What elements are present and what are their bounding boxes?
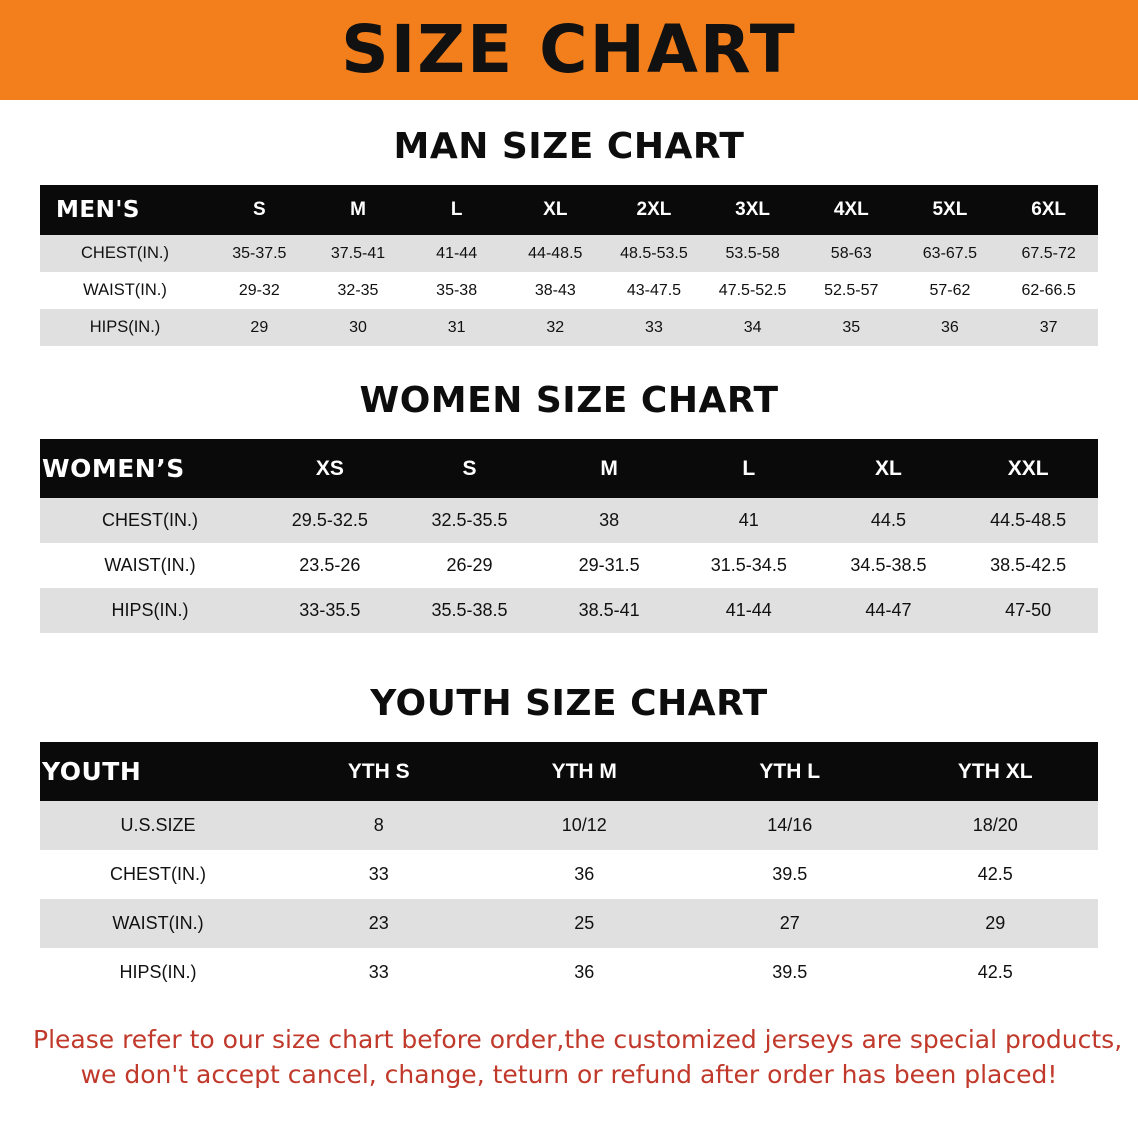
- youth-cell-0-1: 10/12: [482, 801, 688, 850]
- man-cell-0-2: 41-44: [407, 235, 506, 272]
- man-row-2-label: HIPS(IN.): [40, 309, 210, 346]
- man-cell-0-4: 48.5-53.5: [605, 235, 704, 272]
- man-header-label: MEN'S: [40, 185, 210, 235]
- man-cell-2-0: 29: [210, 309, 309, 346]
- women-cell-2-4: 44-47: [819, 588, 959, 633]
- women-header-label: WOMEN’S: [40, 439, 260, 498]
- man-cell-0-6: 58-63: [802, 235, 901, 272]
- man-cell-2-4: 33: [605, 309, 704, 346]
- man-cell-1-5: 47.5-52.5: [703, 272, 802, 309]
- man-cell-1-2: 35-38: [407, 272, 506, 309]
- youth-cell-0-0: 8: [276, 801, 482, 850]
- youth-table-head: [40, 742, 1098, 801]
- youth-cell-2-2: 27: [687, 899, 893, 948]
- man-cell-2-8: 37: [999, 309, 1098, 346]
- man-col-2: L: [407, 185, 506, 235]
- women-table-wrapper: [40, 439, 1098, 633]
- man-cell-1-1: 32-35: [309, 272, 408, 309]
- women-col-3: L: [679, 439, 819, 498]
- women-cell-0-3: 41: [679, 498, 819, 543]
- man-cell-2-3: 32: [506, 309, 605, 346]
- man-col-8: 6XL: [999, 185, 1098, 235]
- women-cell-2-1: 35.5-38.5: [400, 588, 540, 633]
- table-row: [40, 543, 1098, 588]
- table-row: [40, 235, 1098, 272]
- women-cell-1-4: 34.5-38.5: [819, 543, 959, 588]
- table-row: [40, 948, 1098, 997]
- women-section-title: WOMEN SIZE CHART: [359, 380, 779, 421]
- youth-cell-1-2: 39.5: [687, 850, 893, 899]
- man-section-title: MAN SIZE CHART: [393, 126, 745, 167]
- man-cell-1-7: 57-62: [901, 272, 1000, 309]
- women-cell-2-0: 33-35.5: [260, 588, 400, 633]
- man-row-0-label: CHEST(IN.): [40, 235, 210, 272]
- man-cell-1-8: 62-66.5: [999, 272, 1098, 309]
- women-cell-0-2: 38: [539, 498, 679, 543]
- table-row: [40, 498, 1098, 543]
- youth-cell-3-0: 33: [276, 948, 482, 997]
- youth-cell-2-3: 29: [893, 899, 1099, 948]
- women-cell-0-5: 44.5-48.5: [958, 498, 1098, 543]
- man-col-6: 4XL: [802, 185, 901, 235]
- women-table-head: [40, 439, 1098, 498]
- women-row-2-label: HIPS(IN.): [40, 588, 260, 633]
- women-col-1: S: [400, 439, 540, 498]
- women-cell-2-3: 41-44: [679, 588, 819, 633]
- women-col-2: M: [539, 439, 679, 498]
- man-cell-1-0: 29-32: [210, 272, 309, 309]
- youth-row-0-label: U.S.SIZE: [40, 801, 276, 850]
- youth-cell-3-1: 36: [482, 948, 688, 997]
- youth-cell-0-2: 14/16: [687, 801, 893, 850]
- youth-cell-1-3: 42.5: [893, 850, 1099, 899]
- women-cell-2-5: 47-50: [958, 588, 1098, 633]
- table-row: [40, 588, 1098, 633]
- man-cell-2-6: 35: [802, 309, 901, 346]
- man-col-3: XL: [506, 185, 605, 235]
- man-cell-0-3: 44-48.5: [506, 235, 605, 272]
- man-cell-2-5: 34: [703, 309, 802, 346]
- women-row-1-label: WAIST(IN.): [40, 543, 260, 588]
- table-header-row: [40, 439, 1098, 498]
- banner: [0, 0, 1138, 100]
- disclaimer-line-2: we don't accept cancel, change, teturn or refund after order has been placed!: [80, 1059, 1058, 1089]
- women-cell-1-1: 26-29: [400, 543, 540, 588]
- youth-col-3: YTH XL: [893, 742, 1099, 801]
- man-col-1: M: [309, 185, 408, 235]
- table-row: [40, 899, 1098, 948]
- women-cell-1-3: 31.5-34.5: [679, 543, 819, 588]
- man-cell-0-5: 53.5-58: [703, 235, 802, 272]
- youth-row-3-label: HIPS(IN.): [40, 948, 276, 997]
- man-table-body: [40, 235, 1098, 346]
- youth-cell-2-1: 25: [482, 899, 688, 948]
- women-cell-1-5: 38.5-42.5: [958, 543, 1098, 588]
- women-col-5: XXL: [958, 439, 1098, 498]
- women-cell-0-4: 44.5: [819, 498, 959, 543]
- man-col-5: 3XL: [703, 185, 802, 235]
- man-cell-2-7: 36: [901, 309, 1000, 346]
- youth-section-title: YOUTH SIZE CHART: [370, 683, 768, 724]
- youth-size-table: [40, 742, 1098, 997]
- youth-table-wrapper: [40, 742, 1098, 997]
- youth-cell-1-1: 36: [482, 850, 688, 899]
- youth-row-1-label: CHEST(IN.): [40, 850, 276, 899]
- man-cell-2-1: 30: [309, 309, 408, 346]
- table-row: [40, 309, 1098, 346]
- youth-header-label: YOUTH: [40, 742, 276, 801]
- youth-col-2: YTH L: [687, 742, 893, 801]
- man-cell-0-8: 67.5-72: [999, 235, 1098, 272]
- man-cell-0-7: 63-67.5: [901, 235, 1000, 272]
- youth-cell-3-3: 42.5: [893, 948, 1099, 997]
- women-cell-0-0: 29.5-32.5: [260, 498, 400, 543]
- youth-cell-2-0: 23: [276, 899, 482, 948]
- man-cell-0-0: 35-37.5: [210, 235, 309, 272]
- disclaimer-line-1: Please refer to our size chart before order,the customized jerseys are special products,: [33, 1025, 1123, 1054]
- man-col-0: S: [210, 185, 309, 235]
- women-table-body: [40, 498, 1098, 633]
- man-size-table: [40, 185, 1098, 346]
- man-col-7: 5XL: [901, 185, 1000, 235]
- youth-cell-0-3: 18/20: [893, 801, 1099, 850]
- table-row: [40, 850, 1098, 899]
- man-row-1-label: WAIST(IN.): [40, 272, 210, 309]
- youth-cell-3-2: 39.5: [687, 948, 893, 997]
- youth-table-body: [40, 801, 1098, 997]
- women-cell-0-1: 32.5-35.5: [400, 498, 540, 543]
- man-col-4: 2XL: [605, 185, 704, 235]
- women-cell-1-2: 29-31.5: [539, 543, 679, 588]
- man-cell-1-3: 38-43: [506, 272, 605, 309]
- women-cell-1-0: 23.5-26: [260, 543, 400, 588]
- youth-col-1: YTH M: [482, 742, 688, 801]
- man-cell-2-2: 31: [407, 309, 506, 346]
- man-cell-0-1: 37.5-41: [309, 235, 408, 272]
- youth-row-2-label: WAIST(IN.): [40, 899, 276, 948]
- man-table-wrapper: [40, 185, 1098, 346]
- women-cell-2-2: 38.5-41: [539, 588, 679, 633]
- man-cell-1-6: 52.5-57: [802, 272, 901, 309]
- disclaimer-note: [33, 1023, 1123, 1092]
- table-header-row: [40, 742, 1098, 801]
- table-row: [40, 272, 1098, 309]
- women-col-4: XL: [819, 439, 959, 498]
- youth-col-0: YTH S: [276, 742, 482, 801]
- table-header-row: [40, 185, 1098, 235]
- table-row: [40, 801, 1098, 850]
- man-table-head: [40, 185, 1098, 235]
- youth-cell-1-0: 33: [276, 850, 482, 899]
- page-title: SIZE CHART: [341, 11, 797, 88]
- women-col-0: XS: [260, 439, 400, 498]
- women-size-table: [40, 439, 1098, 633]
- man-cell-1-4: 43-47.5: [605, 272, 704, 309]
- women-row-0-label: CHEST(IN.): [40, 498, 260, 543]
